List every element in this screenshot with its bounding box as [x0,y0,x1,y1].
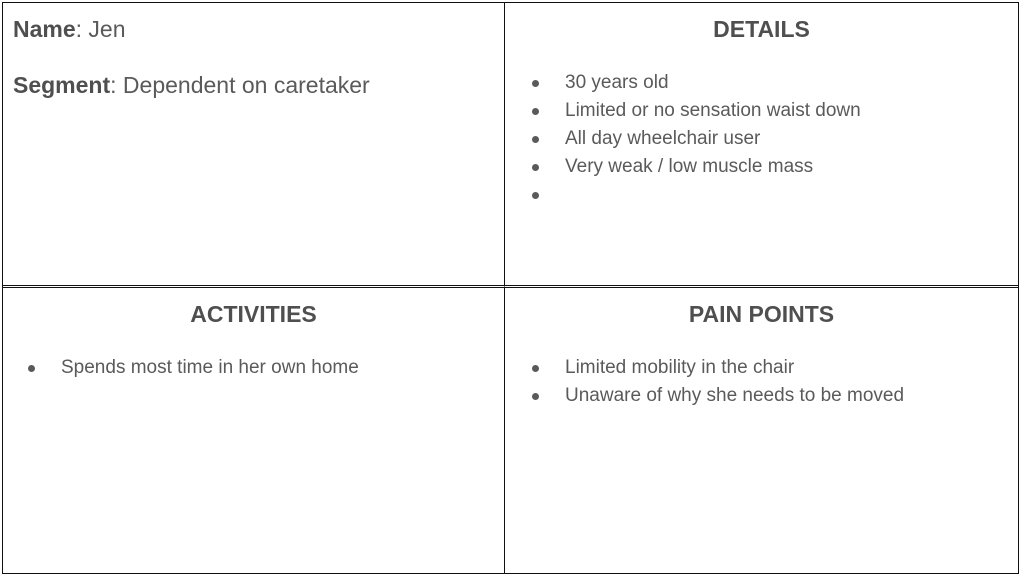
list-item-text: Unaware of why she needs to be moved [565,385,905,406]
pain-points-list [529,354,904,410]
bullet-icon [532,393,539,400]
name-value: : Jen [75,16,126,42]
pain-points-heading: PAIN POINTS [688,301,835,327]
segment-value: : Dependent on caretaker [110,72,370,98]
list-item [529,153,861,181]
list-item [25,354,359,382]
bullet-icon [532,164,539,171]
list-item-text: 30 years old [565,72,669,93]
bullet-icon [532,108,539,115]
name-label: Name [13,16,76,42]
list-item-text: Limited mobility in the chair [565,357,795,378]
segment-field [13,71,370,99]
activities-cell [3,288,505,573]
bullet-icon [532,80,539,87]
name-field [13,15,126,43]
list-item-text: Very weak / low muscle mass [565,156,814,177]
bullet-icon [532,365,539,372]
activities-heading: ACTIVITIES [190,301,317,327]
details-cell [505,3,1018,288]
profile-cell [3,3,505,288]
list-item [529,181,861,209]
list-item-text: Spends most time in her own home [61,357,359,378]
details-heading: DETAILS [713,16,810,42]
bullet-icon [532,136,539,143]
pain-points-cell [505,288,1018,573]
list-item [529,382,904,410]
activities-list [25,354,359,382]
list-item [529,354,904,382]
list-item-text: All day wheelchair user [565,128,761,149]
list-item-text: Limited or no sensation waist down [565,100,861,121]
list-item [529,69,861,97]
list-item [529,125,861,153]
list-item [529,97,861,125]
bullet-icon [28,365,35,372]
bullet-icon [532,192,539,199]
segment-label: Segment [13,72,111,98]
persona-grid [2,2,1019,574]
details-list [529,69,861,209]
